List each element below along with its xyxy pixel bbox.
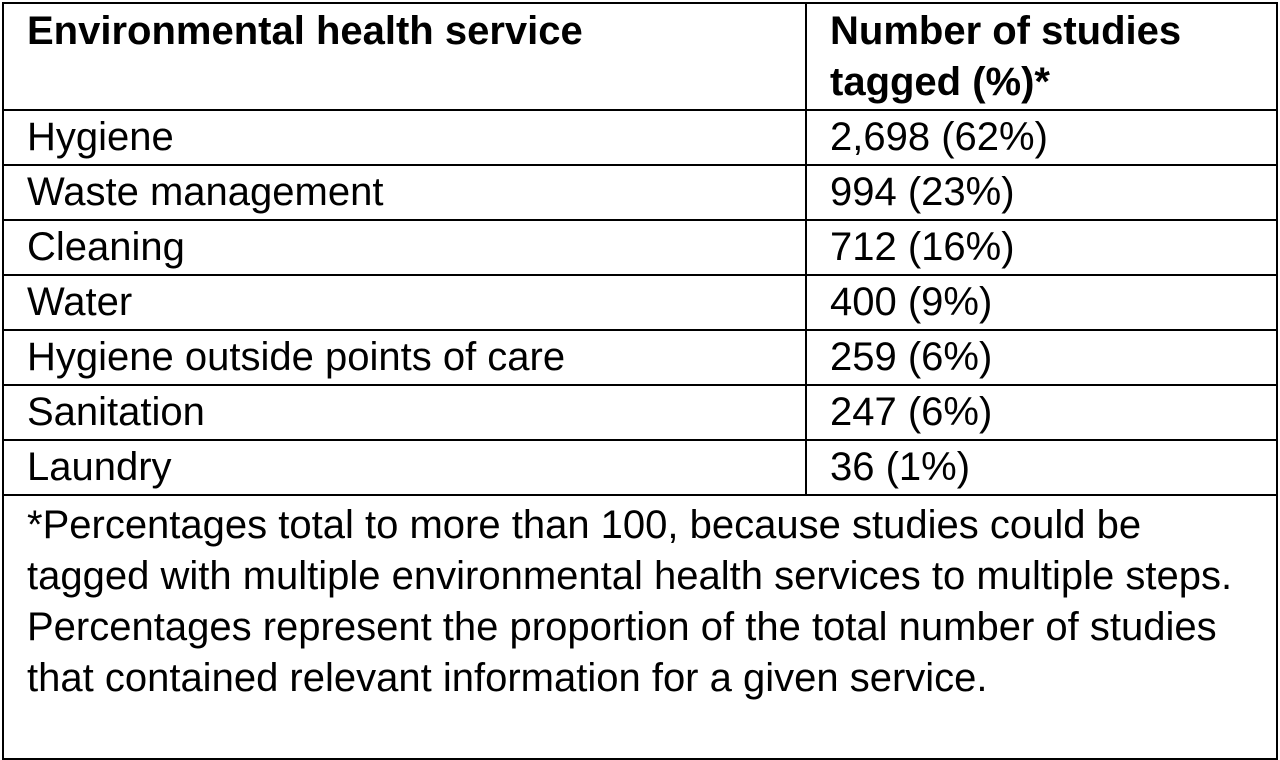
table-row — [3, 330, 1277, 385]
cell-count: 400 (9%) — [806, 275, 1277, 330]
table-row — [3, 110, 1277, 165]
cell-service: Waste management — [3, 165, 806, 220]
table-row — [3, 275, 1277, 330]
cell-service: Sanitation — [3, 385, 806, 440]
header-count: Number of studies tagged (%)* — [806, 3, 1277, 110]
table-header-row — [3, 3, 1277, 110]
cell-count: 994 (23%) — [806, 165, 1277, 220]
table-row — [3, 220, 1277, 275]
cell-service: Hygiene outside points of care — [3, 330, 806, 385]
cell-count: 247 (6%) — [806, 385, 1277, 440]
table-footnote-row — [3, 495, 1277, 759]
cell-service: Laundry — [3, 440, 806, 495]
data-table-container — [2, 2, 1276, 744]
cell-count: 36 (1%) — [806, 440, 1277, 495]
cell-count: 2,698 (62%) — [806, 110, 1277, 165]
cell-service: Water — [3, 275, 806, 330]
environmental-health-services-table — [2, 2, 1278, 760]
table-row — [3, 440, 1277, 495]
cell-count: 259 (6%) — [806, 330, 1277, 385]
cell-service: Cleaning — [3, 220, 806, 275]
table-row — [3, 385, 1277, 440]
table-row — [3, 165, 1277, 220]
cell-count: 712 (16%) — [806, 220, 1277, 275]
header-service: Environmental health service — [3, 3, 806, 110]
cell-service: Hygiene — [3, 110, 806, 165]
table-footnote: *Percentages total to more than 100, because studies could be tagged with multiple environmental health services to multiple steps. Percentages represent the proportion of the total number of studies that contained relevant information for a given service. — [3, 495, 1277, 759]
